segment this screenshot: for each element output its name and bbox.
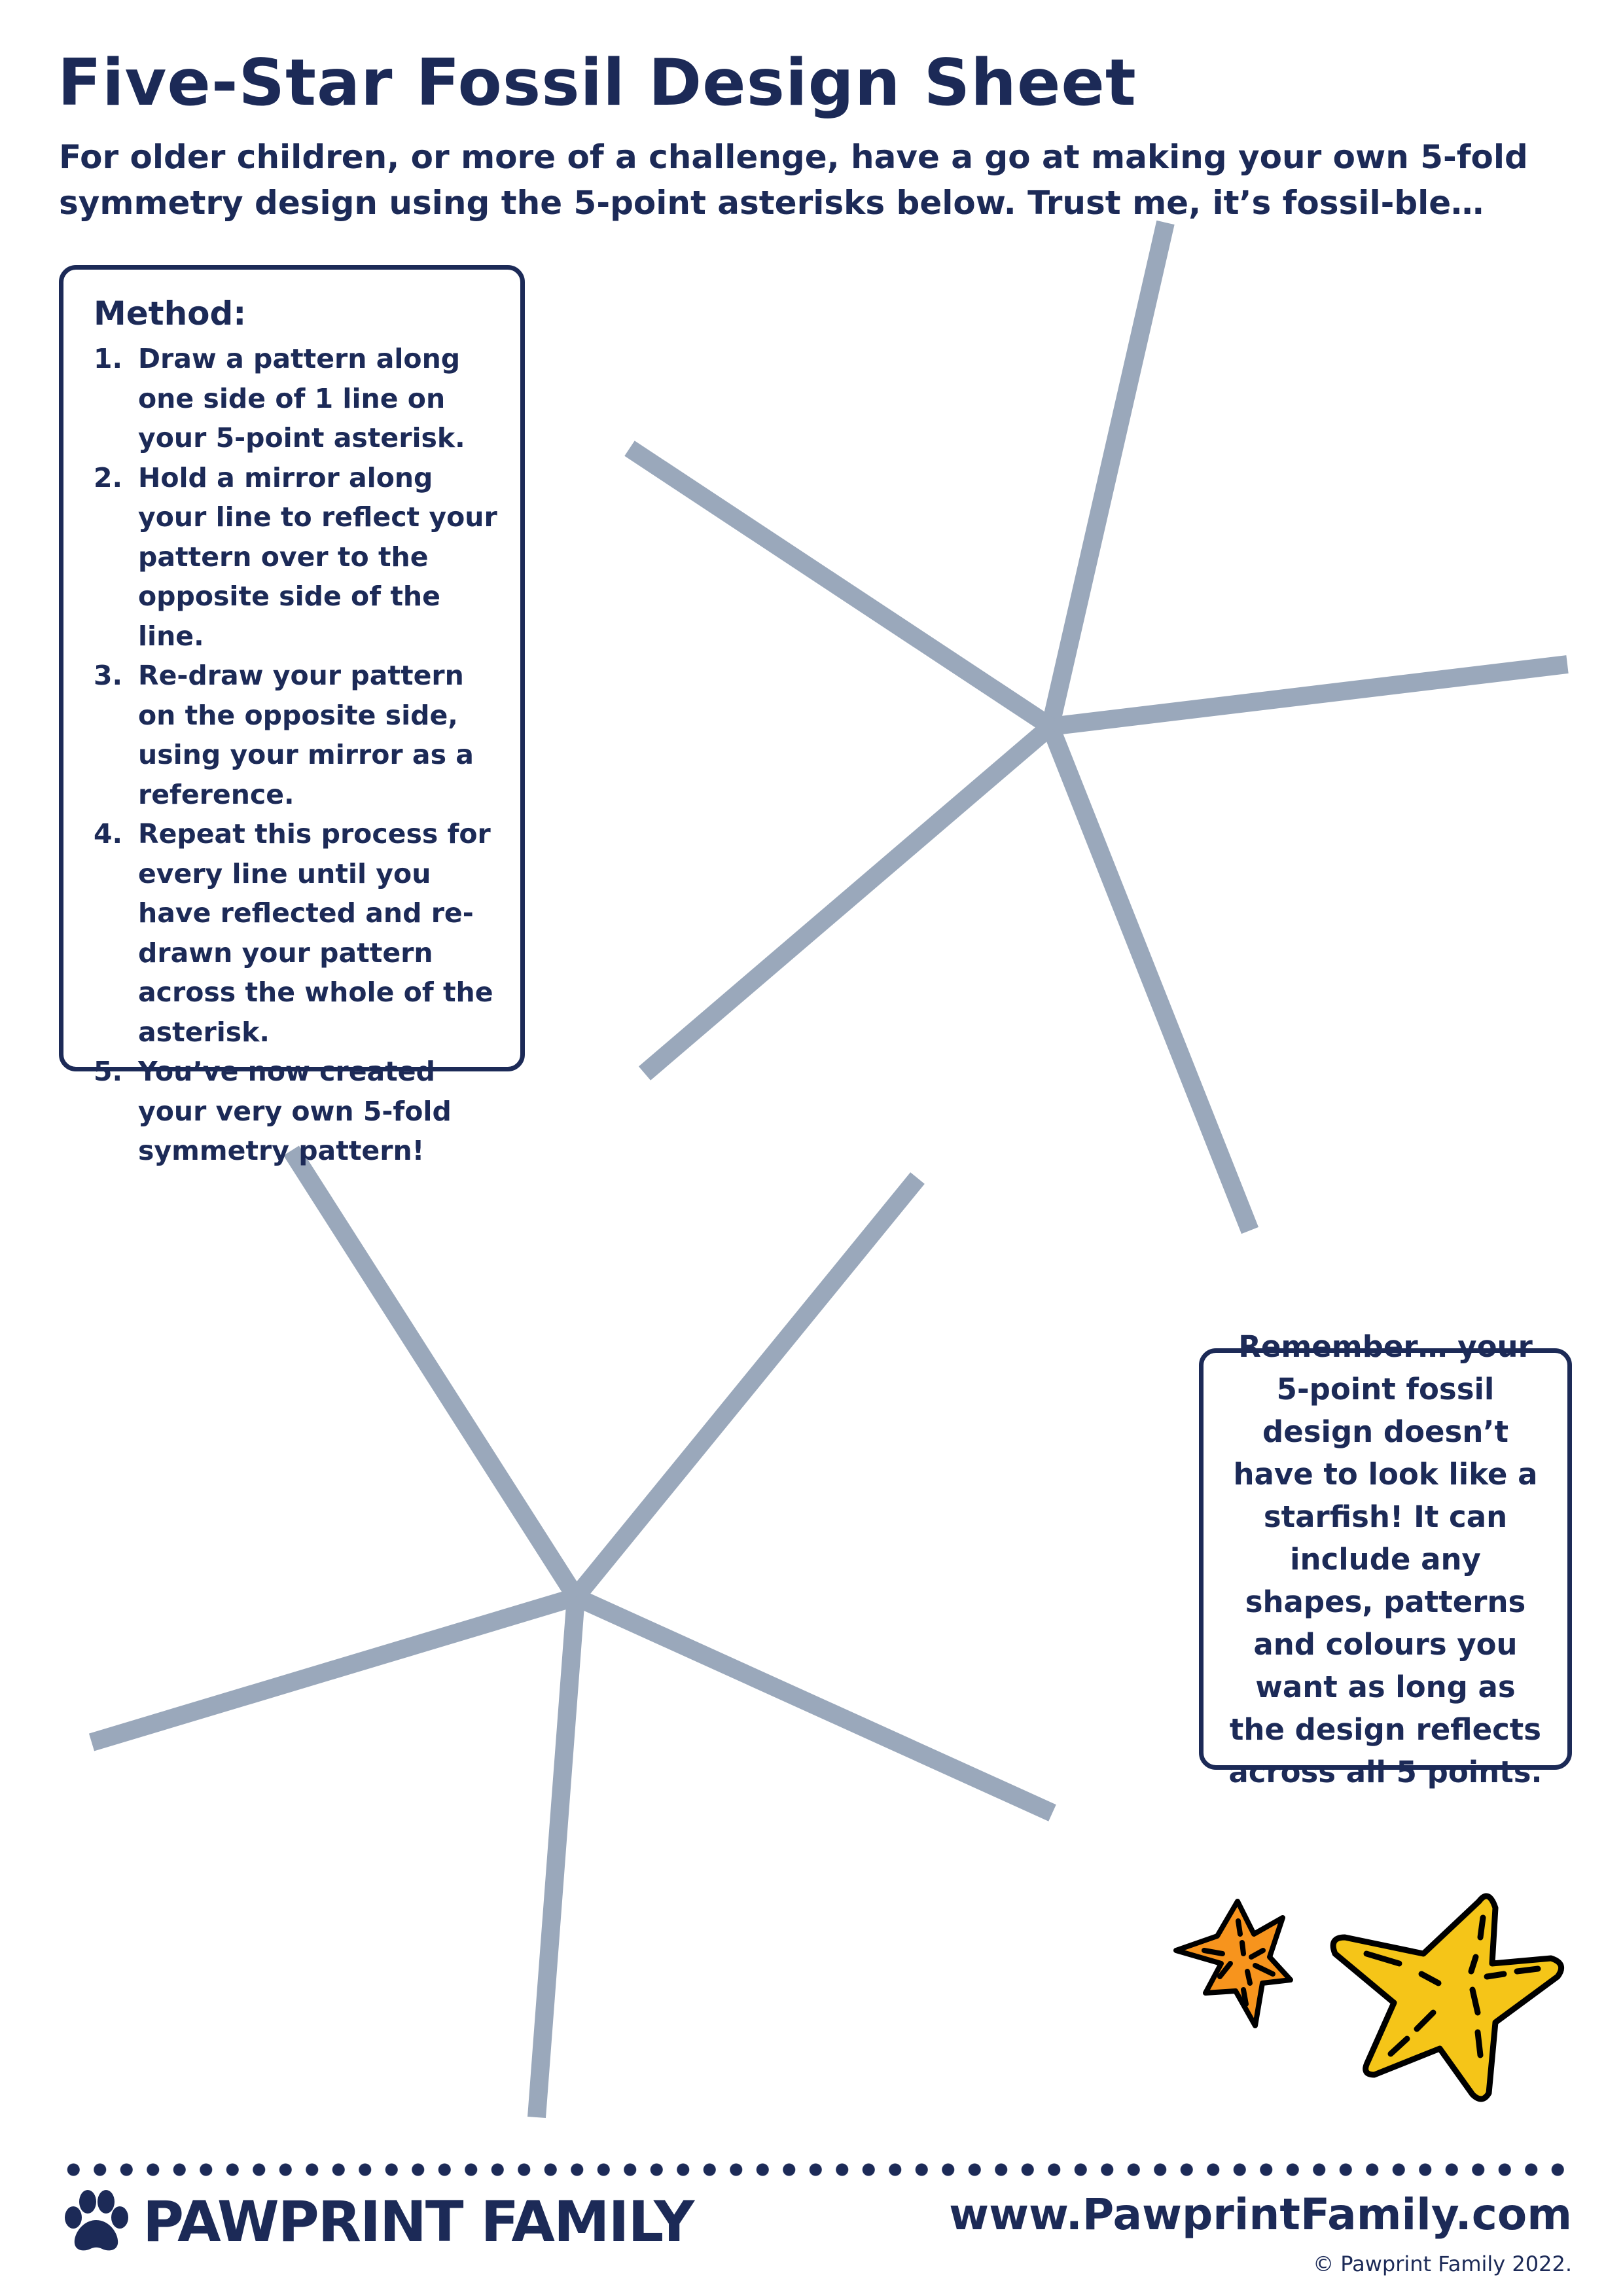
method-step <box>94 814 501 1052</box>
remember-text: Remember… your 5-point fossil design doesn’t have to look like a starfish! It can include any shapes, patterns and colours you want as long as the design reflects across all 5 points. <box>1228 1329 1543 1789</box>
asterisk-top-line-1 <box>1050 223 1166 726</box>
asterisk-top-line-4 <box>645 726 1050 1073</box>
dotted-divider <box>60 2163 1572 2176</box>
method-step <box>94 339 501 458</box>
asterisk-bottom-line-3 <box>537 1597 576 2117</box>
method-step <box>94 458 501 656</box>
yellow-starfish <box>1333 1896 1561 2099</box>
website-link[interactable]: www.PawprintFamily.com <box>949 2189 1572 2240</box>
step-number: 5. <box>94 1056 123 1087</box>
method-step <box>94 656 501 814</box>
step-number: 4. <box>94 818 123 850</box>
method-box <box>59 265 525 1166</box>
step-text: Draw a pattern along one side of 1 line on your 5-point asterisk. <box>138 343 465 454</box>
asterisk-bottom-line-1 <box>576 1178 918 1597</box>
step-text: You’ve now created your very own 5-fold symmetry pattern! <box>138 1056 452 1166</box>
asterisk-top-line-2 <box>1050 664 1567 726</box>
asterisk-bottom <box>92 1151 1052 2117</box>
brand-name: PAWPRINT FAMILY <box>143 2189 694 2255</box>
step-number: 2. <box>94 461 123 493</box>
brand-logo <box>59 2186 693 2258</box>
method-title: Method: <box>94 295 247 332</box>
step-text: Repeat this process for every line until you have reflected and re-drawn your pattern across the whole of the asterisk. <box>138 818 493 1048</box>
step-number: 1. <box>94 343 123 374</box>
asterisk-top <box>630 223 1567 1230</box>
asterisk-bottom-line-4 <box>92 1597 576 1742</box>
step-text: Hold a mirror along your line to reflect your pattern over to the opposite side of the line. <box>138 461 497 652</box>
method-step <box>94 1052 501 1171</box>
paw-icon <box>59 2186 131 2258</box>
step-text: Re-draw your pattern on the opposite side, using your mirror as a reference. <box>138 660 474 810</box>
asterisk-bottom-line-2 <box>576 1597 1052 1813</box>
asterisk-top-line-5 <box>630 448 1050 726</box>
copyright-text: © Pawprint Family 2022. <box>1313 2251 1572 2276</box>
method-list <box>94 339 501 1171</box>
intro-text: For older children, or more of a challenge, have a go at making your own 5-fold symmetry design using the 5-point asterisks below. Trust me, it’s fossil-ble… <box>59 138 1528 222</box>
orange-starfish <box>1176 1901 1291 2026</box>
asterisk-top-line-3 <box>1050 726 1250 1230</box>
asterisk-bottom-line-5 <box>291 1151 576 1597</box>
remember-box <box>1199 1329 1572 1789</box>
step-number: 3. <box>94 660 123 691</box>
page-title: Five-Star Fossil Design Sheet <box>58 46 1137 120</box>
